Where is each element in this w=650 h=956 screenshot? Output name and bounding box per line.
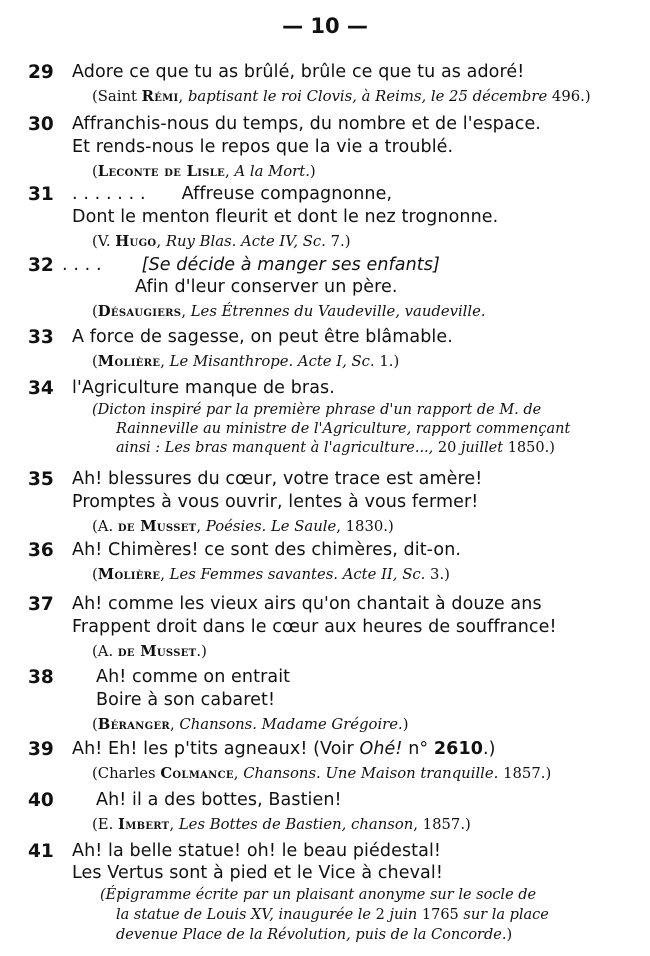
quote-note: Rainneville au ministre de l'Agriculture, rapport commençant (116, 421, 571, 437)
quote-note: ainsi : Les bras manquent à l'agriculture..., 20 juillet 1850.) (116, 440, 555, 456)
quote-source: (E. Imbert, Les Bottes de Bastien, chanson, 1857.) (92, 816, 471, 833)
quote-line: Boire à son cabaret! (96, 690, 276, 710)
quote-line: Adore ce que tu as brûlé, brûle ce que tu as adoré! (72, 62, 525, 82)
quote-line: A force de sagesse, on peut être blâmable. (72, 327, 453, 347)
quote-line: Ah! comme on entrait (96, 667, 291, 687)
quote-line: Ah! Chimères! ce sont des chimères, dit-on. (72, 540, 462, 560)
quote-line: Promptes à vous ouvrir, lentes à vous fermer! (72, 492, 479, 512)
source-author: Molière (97, 566, 161, 583)
quote-note: (Dicton inspiré par la première phrase d'un rapport de M. de (92, 402, 542, 418)
entry-number: 31 (28, 184, 54, 205)
quote-line: Ah! il a des bottes, Bastien! (96, 790, 342, 810)
quote-source: (Désaugiers, Les Étrennes du Vaudeville, vaudeville. (92, 303, 486, 320)
quote-line: Ah! Eh! les p'tits agneaux! (Voir Ohé! n° 2610.) (72, 739, 496, 759)
entry-number: 34 (28, 378, 54, 399)
source-author: Leconte de Lisle (97, 163, 226, 180)
quote-source: (V. Hugo, Ruy Blas. Acte IV, Sc. 7.) (92, 233, 351, 250)
quote-source: (Molière, Les Femmes savantes. Acte II, Sc. 3.) (92, 566, 450, 583)
entry-number: 32 (28, 255, 54, 276)
source-author: de Musset (117, 518, 197, 535)
entry-number: 39 (28, 739, 54, 760)
quote-source: (Leconte de Lisle, A la Mort.) (92, 163, 316, 180)
entry-number: 30 (28, 114, 54, 135)
source-author: Imbert (117, 816, 170, 833)
quote-source: (A. de Musset.) (92, 643, 207, 660)
source-author: Molière (97, 353, 161, 370)
entry-number: 29 (28, 62, 54, 83)
quote-line: l'Agriculture manque de bras. (72, 378, 335, 398)
quote-source: (A. de Musset, Poésies. Le Saule, 1830.) (92, 518, 394, 535)
quote-source: (Molière, Le Misanthrope. Acte I, Sc. 1.) (92, 353, 400, 370)
quote-source: (Saint Rémi, baptisant le roi Clovis, à Reims, le 25 décembre 496.) (92, 88, 591, 105)
quote-line: Frappent droit dans le cœur aux heures de souffrance! (72, 617, 557, 637)
entry-number: 40 (28, 790, 54, 811)
quote-note: la statue de Louis XV, inaugurée le 2 juin 1765 sur la place (116, 907, 549, 923)
quote-source: (Béranger, Chansons. Madame Grégoire.) (92, 716, 409, 733)
source-author: Colmance (160, 765, 234, 782)
source-author: Désaugiers (97, 303, 182, 320)
entry-number: 36 (28, 540, 54, 561)
entry-number: 41 (28, 841, 54, 862)
quote-line: Les Vertus sont à pied et le Vice à cheval! (72, 863, 443, 883)
source-author: Hugo (115, 233, 157, 250)
entry-number: 33 (28, 327, 54, 348)
quote-note: (Épigramme écrite par un plaisant anonyme sur le socle de (100, 887, 537, 903)
quote-source: (Charles Colmance, Chansons. Une Maison tranquille. 1857.) (92, 765, 552, 782)
quote-line: . . . . [Se décide à manger ses enfants] (62, 255, 440, 275)
quote-line: . . . . . . . Affreuse compagnonne, (72, 184, 393, 204)
quote-line: Dont le menton fleurit et dont le nez trognonne. (72, 207, 499, 227)
quote-line: Affranchis-nous du temps, du nombre et de l'espace. (72, 114, 541, 134)
source-author: Rémi (141, 88, 179, 105)
entry-number: 38 (28, 667, 54, 688)
quote-line: Ah! blessures du cœur, votre trace est amère! (72, 469, 483, 489)
quote-line: Afin d'leur conserver un père. (135, 277, 398, 297)
quote-line: Et rends-nous le repos que la vie a troublé. (72, 137, 454, 157)
entry-number: 35 (28, 469, 54, 490)
source-author: de Musset (117, 643, 197, 660)
entry-number: 37 (28, 594, 54, 615)
quote-note: devenue Place de la Révolution, puis de la Concorde.) (116, 927, 513, 943)
source-author: Béranger (97, 716, 170, 733)
quote-line: Ah! comme les vieux airs qu'on chantait à douze ans (72, 594, 542, 614)
quote-line: Ah! la belle statue! oh! le beau piédestal! (72, 841, 442, 861)
page-number-header: — 10 — (282, 14, 368, 38)
